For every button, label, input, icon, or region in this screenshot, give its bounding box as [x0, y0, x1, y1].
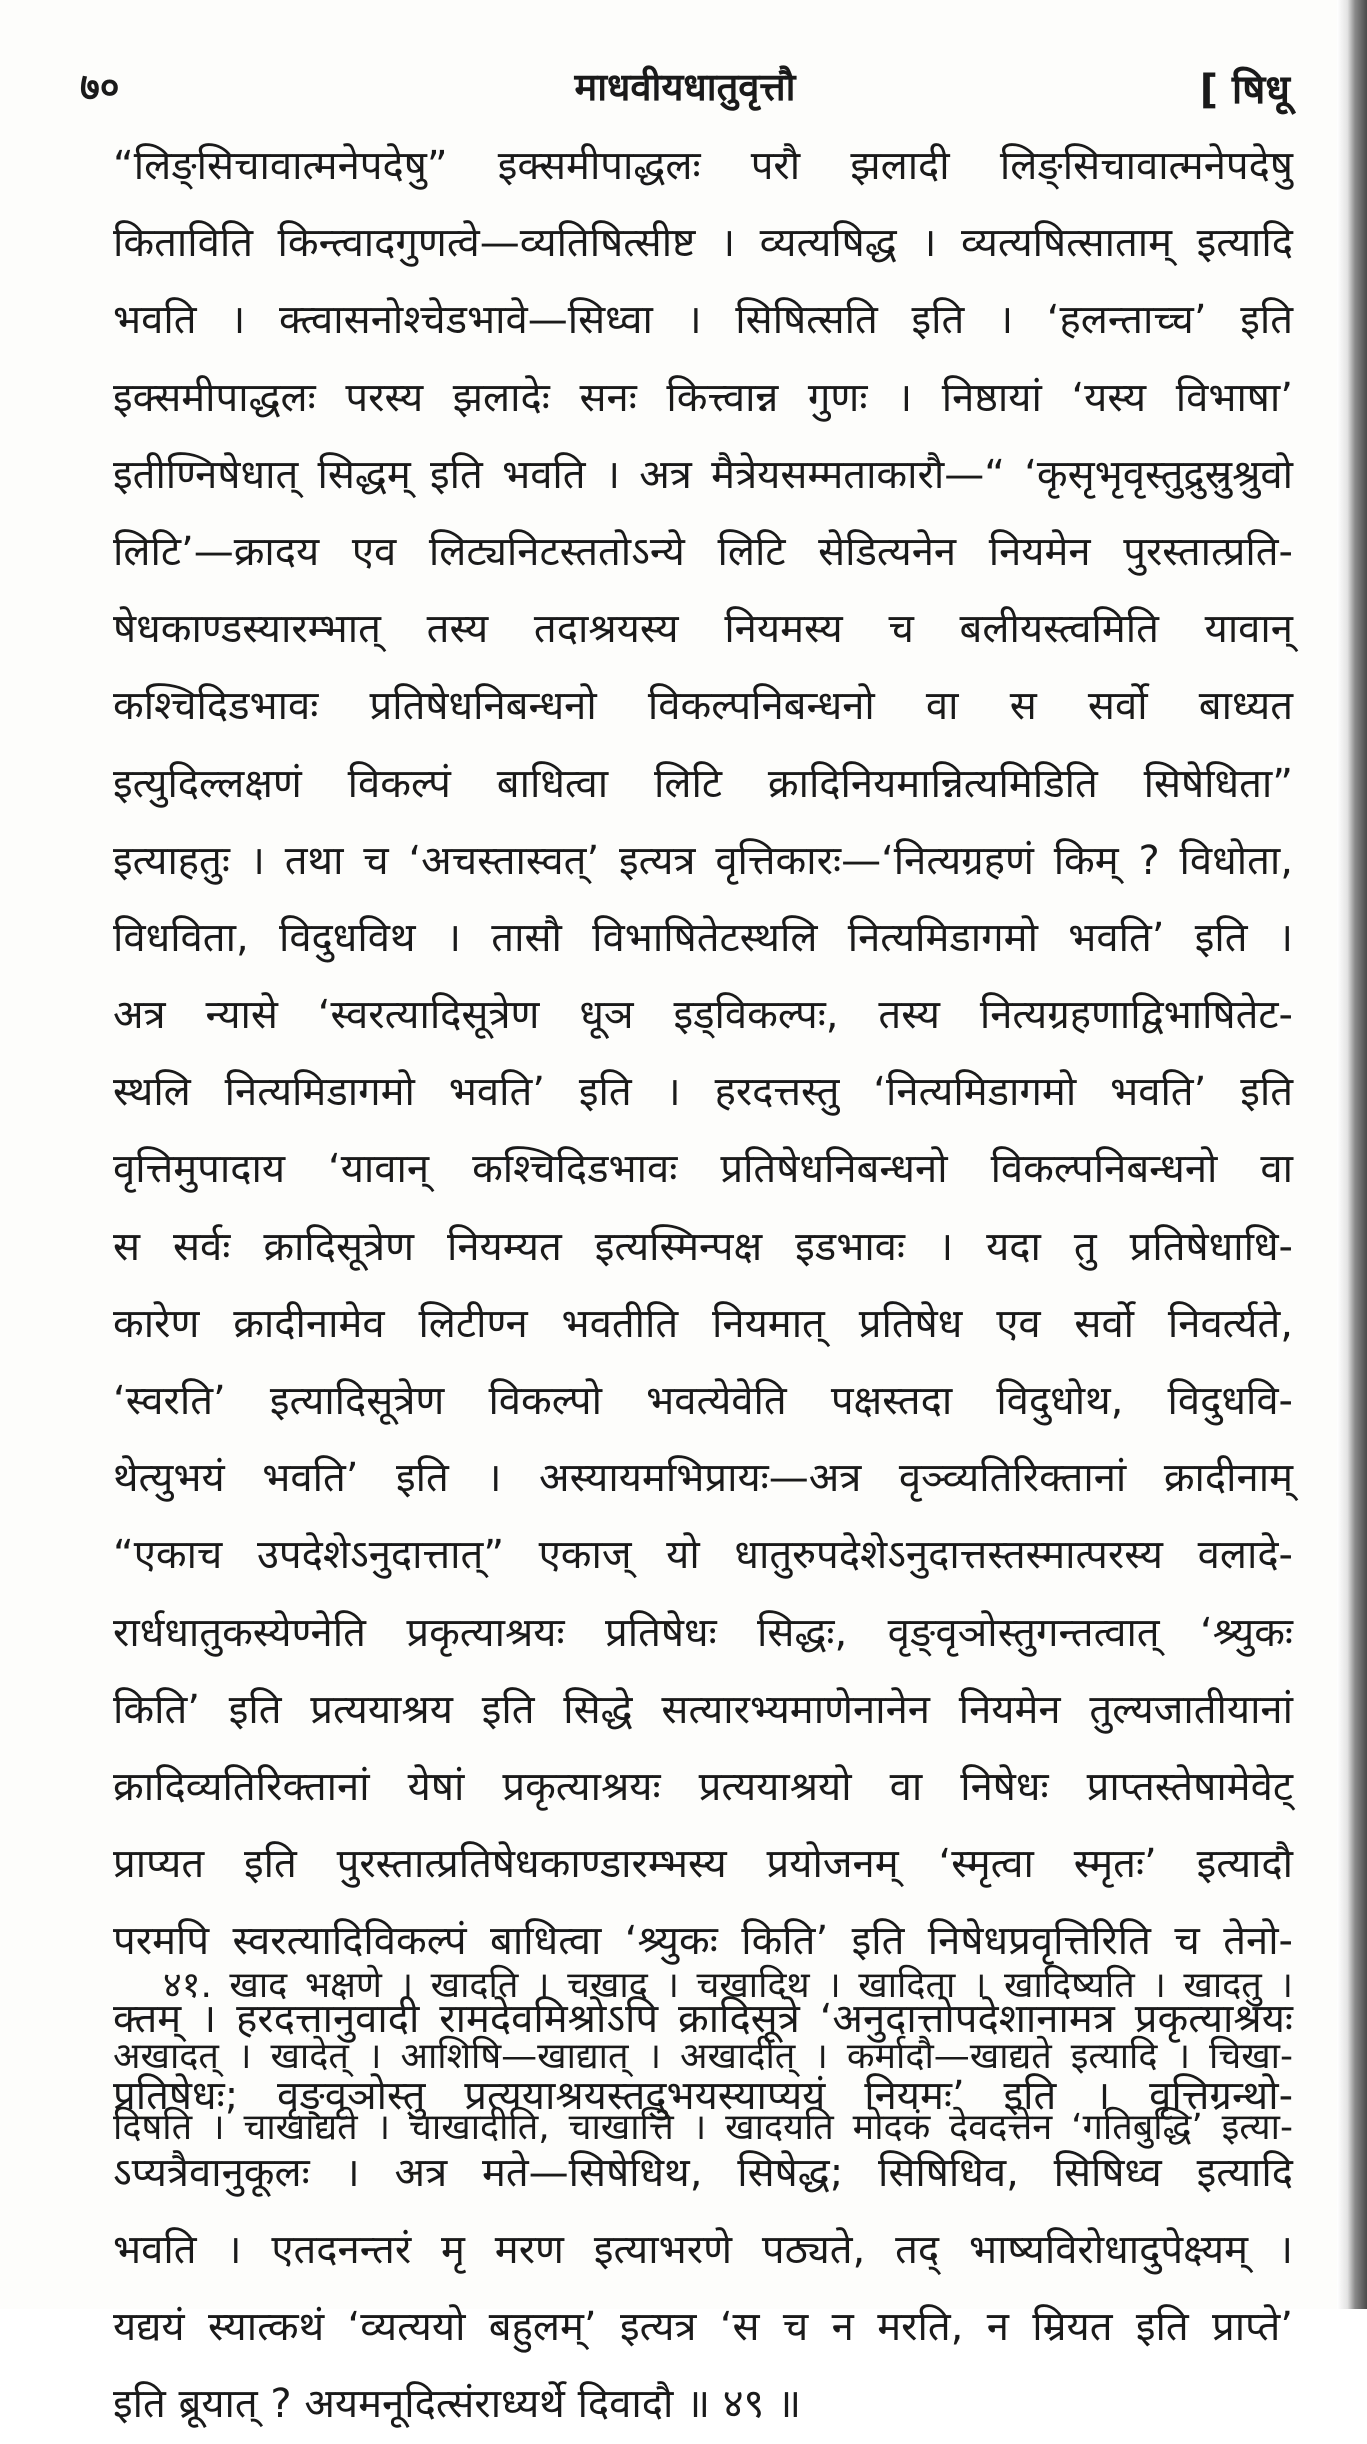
text-line: भवति । एतदनन्तरं मृ मरण इत्याभरणे पठ्यते, तद् भाष्यविरोधादुपेक्ष्यम् ।	[113, 2227, 1293, 2274]
text-line: अत्र न्यासे ‘स्वरत्यादिसूत्रेण धूञ इड्विकल्पः, तस्य नित्यग्रहणाद्विभाषितेट-	[113, 992, 1293, 1039]
page-edge-shadow	[1337, 0, 1367, 2309]
text-line: प्राप्यत इति पुरस्तात्प्रतिषेधकाण्डारम्भस्य प्रयोजनम् ‘स्मृत्वा स्मृतः’ इत्यादौ	[113, 1841, 1293, 1888]
root-entry-41	[113, 1950, 1293, 2163]
text-line: भवति । क्त्वासनोश्चेडभावे—सिध्वा । सिषित्सति इति । ‘हलन्ताच्च’ इति	[113, 297, 1293, 344]
text-line: कारेण क्रादीनामेव लिटीण्न भवतीति नियमात् प्रतिषेध एव सर्वो निवर्त्यते,	[113, 1300, 1293, 1347]
entry-line: दिषति । चाखाद्यते । चाखादीति, चाखात्ति । खादयति मोदकं देवदत्तेन ‘गतिबुद्धि’ इत्या-	[113, 2107, 1293, 2148]
text-line: स सर्वः क्रादिसूत्रेण नियम्यत इत्यस्मिन्पक्ष इडभावः । यदा तु प्रतिषेधाधि-	[113, 1223, 1293, 1270]
running-title: माधवीयधातुवृत्तौ	[574, 65, 796, 109]
text-line: कश्चिदिडभावः प्रतिषेधनिबन्धनो विकल्पनिबन्धनो वा स सर्वो बाध्यत	[113, 683, 1293, 730]
text-line: ‘स्वरति’ इत्यादिसूत्रेण विकल्पो भवत्येवेति पक्षस्तदा विदुधोथ, विदुधवि-	[113, 1378, 1293, 1424]
text-line: इक्समीपाद्धलः परस्य झलादेः सनः कित्त्वान्न गुणः । निष्ठायां ‘यस्य विभाषा’	[113, 374, 1293, 421]
text-line: किताविति किन्त्वादगुणत्वे—व्यतिषित्सीष्ट । व्यत्यषिद्ध । व्यत्यषित्साताम् इत्यादि	[113, 220, 1293, 267]
text-line: इति ब्रूयात् ? अयमनूदित्संराध्यर्थे दिवादौ ॥ ४९ ॥	[113, 2381, 802, 2428]
text-line: इत्याहतुः । तथा च ‘अचस्तास्वत्’ इत्यत्र वृत्तिकारः—‘नित्यग्रहणं किम् ? विधोता,	[113, 837, 1293, 884]
text-line: इत्युदिल्लक्षणं विकल्पं बाधित्वा लिटि क्रादिनियमान्नित्यमिडिति सिषेधिता”	[113, 760, 1293, 807]
text-line: “लिङ्सिचावात्मनेपदेषु” इक्समीपाद्धलः परौ झलादी लिङ्सिचावात्मनेपदेषु	[113, 143, 1293, 189]
text-line: यद्ययं स्यात्कथं ‘व्यत्ययो बहुलम्’ इत्यत्र ‘स च न मरति, न म्रियत इति प्राप्ते’	[113, 2304, 1293, 2351]
text-line: परमपि स्वरत्यादिविकल्पं बाधित्वा ‘श्र्युकः किति’ इति निषेधप्रवृत्तिरिति च तेनो-	[113, 1918, 1293, 1965]
page-header	[80, 60, 1290, 120]
text-line: रार्धधातुकस्येण्नेति प्रकृत्याश्रयः प्रतिषेधः सिद्धः, वृङ्वृञोस्तुगन्तत्वात् ‘श्र्युकः	[113, 1609, 1293, 1656]
text-line: “एकाच उपदेशेऽनुदात्तात्” एकाज् यो धातुरुपदेशेऽनुदात्तस्तस्मात्परस्य वलादे-	[113, 1532, 1293, 1579]
text-line: षेधकाण्डस्यारम्भात् तस्य तदाश्रयस्य नियमस्य च बलीयस्त्वमिति यावान्	[113, 606, 1293, 653]
text-line: थेत्युभयं भवति’ इति । अस्यायमभिप्रायः—अत्र वृञ्व्यतिरिक्तानां क्रादीनाम्	[113, 1455, 1293, 1502]
text-line: विधविता, विदुधविथ । तासौ विभाषितेटस्थलि नित्यमिडागमो भवति’ इति ।	[113, 914, 1293, 961]
text-line: क्रादिव्यतिरिक्तानां येषां प्रकृत्याश्रयः प्रत्ययाश्रयो वा निषेधः प्राप्तस्तेषामेवेट्	[113, 1763, 1293, 1810]
page-number: ७०	[80, 65, 120, 109]
text-line: वृत्तिमुपादाय ‘यावान् कश्चिदिडभावः प्रतिषेधनिबन्धनो विकल्पनिबन्धनो वा	[113, 1146, 1293, 1193]
running-key: [ षिधू	[1199, 67, 1290, 113]
text-line: प्रतिषेधः; वृङ्वृञोस्तु प्रत्ययाश्रयस्तदुभयस्याप्ययं नियमः’ इति । वृत्तिग्रन्थो-	[113, 2072, 1293, 2119]
text-line: इतीण्निषेधात् सिद्धम् इति भवति । अत्र मैत्रेयसम्मताकारौ—“ ‘कृसृभृवृस्तुद्रुस्रुश्रुवो	[113, 451, 1293, 498]
text-line: स्थलि नित्यमिडागमो भवति’ इति । हरदत्तस्तु ‘नित्यमिडागमो भवति’ इति	[113, 1069, 1293, 1116]
entry-line: अखादत् । खादेत् । आशिषि—खाद्यात् । अखादीत् । कर्मादौ—खाद्यते इत्यादि । चिखा-	[113, 2036, 1293, 2077]
text-line: क्तम् । हरदत्तानुवादी रामदेवमिश्रोऽपि क्रादिसूत्रे ‘अनुदात्तोपदेशानामत्र प्रकृत्याश्रयः	[113, 1995, 1293, 2042]
text-line: किति’ इति प्रत्ययाश्रय इति सिद्धे सत्यारभ्यमाणेनानेन नियमेन तुल्यजातीयानां	[113, 1686, 1293, 1733]
entry-line: ४१. खाद भक्षणे । खादति । चखाद । चखादिथ । खादिता । खादिष्यति । खादतु ।	[163, 1965, 1293, 2006]
text-line: लिटि’—क्रादय एव लिट्यनिटस्ततोऽन्ये लिटि सेडित्यनेन नियमेन पुरस्तात्प्रति-	[113, 528, 1293, 575]
text-line: ऽप्यत्रैवानुकूलः । अत्र मते—सिषेधिथ, सिषेद्ध; सिषिधिव, सिषिध्व इत्यादि	[113, 2149, 1293, 2196]
